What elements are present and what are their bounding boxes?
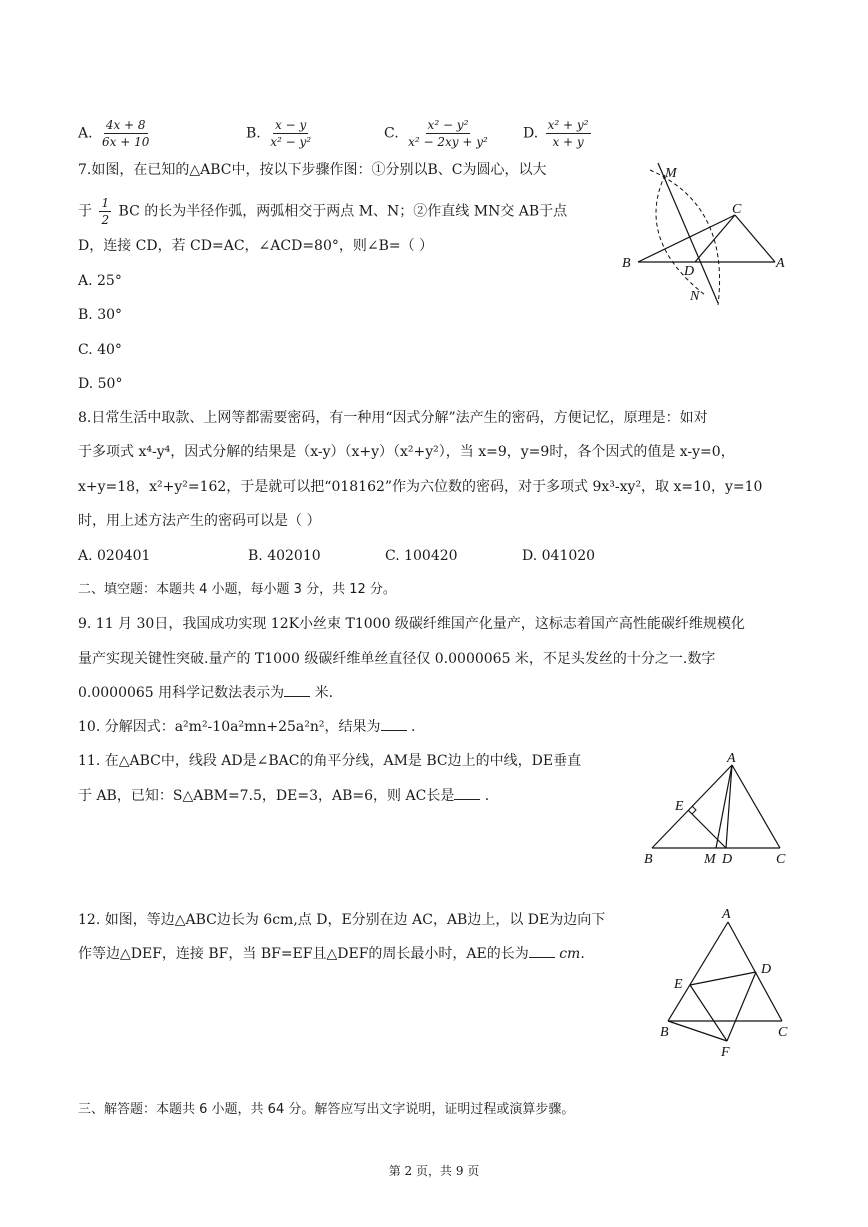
line-mn — [658, 163, 718, 303]
denominator: x² − 2xy + y² — [408, 135, 488, 149]
label-m: M — [704, 852, 716, 867]
numerator: 4x + 8 — [105, 118, 146, 132]
q9-line-1: 9. 11 月 30日，我国成功实现 12K小丝束 T1000 级碳纤维国产化量产，这标志着国产高性能碳纤维规模化 — [78, 616, 745, 632]
q9-line-2: 量产实现关键性突破.量产的 T1000 级碳纤维单丝直径仅 0.0000065 米，不足头发丝的十分之一.数字 — [78, 651, 716, 667]
label-c: C — [778, 1025, 788, 1040]
q8-line-4: 时，用上述方法产生的密码可以是（ ） — [78, 513, 321, 529]
segment-ef — [690, 985, 727, 1041]
answer-blank — [454, 787, 480, 800]
answer-blank — [381, 718, 407, 731]
q9-line-3 — [78, 683, 333, 703]
option-label: D. — [523, 125, 539, 142]
denominator: x² − y² — [270, 135, 312, 149]
q7-option-c: C. 40° — [78, 342, 122, 358]
label-d: D — [761, 962, 772, 977]
q12-line-2 — [78, 944, 585, 964]
segment-ac — [728, 922, 782, 1021]
q8-option-a: A. 020401 — [78, 548, 151, 564]
q7-line-2 — [78, 196, 567, 227]
numerator: x − y — [275, 118, 307, 132]
q6-option-c — [384, 118, 493, 149]
q8-option-d: D. 041020 — [522, 548, 596, 564]
option-label: C. — [384, 125, 399, 142]
label-e: E — [675, 799, 684, 814]
label-a: A — [727, 751, 736, 766]
q7-line-2-pre: 于 — [78, 203, 92, 220]
q8-line-1: 8.日常生活中取款、上网等都需要密码，有一种用“因式分解”法产生的密码，方便记忆，原理是：如对 — [78, 410, 708, 426]
q12-line-2-post: cm. — [559, 946, 585, 962]
label-b: B — [622, 256, 631, 271]
fraction — [268, 118, 313, 149]
q11-line-2-post: . — [484, 788, 490, 804]
fraction — [406, 118, 490, 149]
label-e: E — [674, 977, 683, 992]
label-m: M — [665, 166, 677, 181]
segment-de — [688, 810, 726, 848]
segment-ed — [690, 972, 756, 985]
segment-cd — [695, 215, 735, 262]
fraction-half — [99, 196, 111, 227]
numerator: x² − y² — [427, 118, 469, 132]
arc-from-c — [656, 175, 705, 295]
q7-line-2-post: BC 的长为半径作弧，两弧相交于两点 M、N；②作直线 MN交 AB于点 — [118, 203, 568, 220]
label-c: C — [732, 202, 742, 217]
segment-ac — [732, 765, 780, 848]
numerator: 1 — [101, 196, 110, 210]
label-a: A — [722, 907, 731, 922]
q12-figure — [650, 905, 800, 1065]
q12-line-2-pre: 作等边△DEF，连接 BF，当 BF=EF且△DEF的周长最小时，AE的长为 — [78, 946, 529, 962]
q8-option-b: B. 402010 — [248, 548, 321, 564]
segment-bc — [638, 215, 735, 262]
numerator: x² + y² — [547, 118, 589, 132]
option-label: B. — [246, 125, 261, 142]
segment-bf — [668, 1021, 727, 1041]
q11-line-2-pre: 于 AB，已知：S△ABM=7.5，DE=3，AB=6，则 AC长是 — [78, 788, 455, 804]
q11-line-1: 11. 在△ABC中，线段 AD是∠BAC的角平分线，AM是 BC边上的中线，DE垂直 — [78, 753, 582, 769]
q8-line-2: 于多项式 x⁴-y⁴，因式分解的结果是（x-y）（x+y）（x²+y²），当 x=9，y=9时，各个因式的值是 x-y=0， — [78, 444, 735, 460]
q8-option-c: C. 100420 — [385, 548, 458, 564]
label-n: N — [690, 289, 700, 304]
page-footer: 第 2 页，共 9 页 — [388, 1164, 480, 1178]
section-2-heading: 二、填空题：本题共 4 小题，每小题 3 分，共 12 分。 — [78, 582, 396, 597]
fraction — [100, 118, 151, 149]
label-d: D — [684, 264, 695, 279]
label-f: F — [721, 1045, 730, 1060]
q10-post: . — [410, 719, 416, 735]
q7-line-3: D，连接 CD，若 CD=AC，∠ACD=80°，则∠B=（ ） — [78, 238, 434, 254]
q7-option-a: A. 25° — [78, 273, 122, 289]
denominator: 6x + 10 — [102, 135, 150, 149]
answer-blank — [529, 945, 555, 958]
q8-line-3: x+y=18，x²+y²=162，于是就可以把“018162”作为六位数的密码，对于多项式 9x³-xy²，取 x=10，y=10 — [78, 479, 763, 495]
q11-line-2 — [78, 786, 489, 806]
q9-line-3-post: 米. — [314, 685, 334, 701]
q7-option-d: D. 50° — [78, 376, 123, 392]
q6-option-a — [78, 118, 154, 149]
segment-df — [727, 972, 756, 1041]
q9-line-3-pre: 0.0000065 用科学记数法表示为 — [78, 685, 285, 701]
segment-ca — [735, 215, 775, 262]
denominator: 2 — [101, 213, 110, 227]
label-b: B — [660, 1025, 669, 1040]
section-3-heading: 三、解答题：本题共 6 小题，共 64 分。解答应写出文字说明，证明过程或演算步骤。 — [78, 1102, 575, 1117]
q6-option-b — [246, 118, 316, 149]
q7-figure — [610, 155, 800, 315]
fraction — [546, 118, 591, 149]
answer-blank — [284, 684, 310, 697]
label-c: C — [776, 852, 786, 867]
q7-line-1: 7.如图，在已知的△ABC中，按以下步骤作图：①分别以B、C为圆心，以大 — [78, 162, 547, 178]
option-label: A. — [78, 125, 93, 142]
label-d: D — [722, 852, 733, 867]
q7-option-b: B. 30° — [78, 307, 123, 323]
q12-line-1: 12. 如图，等边△ABC边长为 6cm,点 D，E分别在边 AC，AB边上，以 DE为边向下 — [78, 912, 606, 928]
label-b: B — [644, 852, 653, 867]
q11-figure — [640, 750, 800, 870]
q10-text: 10. 分解因式：a²m²-10a²mn+25a²n²，结果为 — [78, 719, 381, 735]
right-angle-mark — [692, 806, 696, 814]
label-a: A — [776, 256, 785, 271]
q6-options — [78, 108, 638, 148]
denominator: x + y — [552, 135, 584, 149]
q10-line — [78, 717, 415, 737]
q6-option-d — [523, 118, 594, 149]
segment-ab — [668, 922, 728, 1021]
